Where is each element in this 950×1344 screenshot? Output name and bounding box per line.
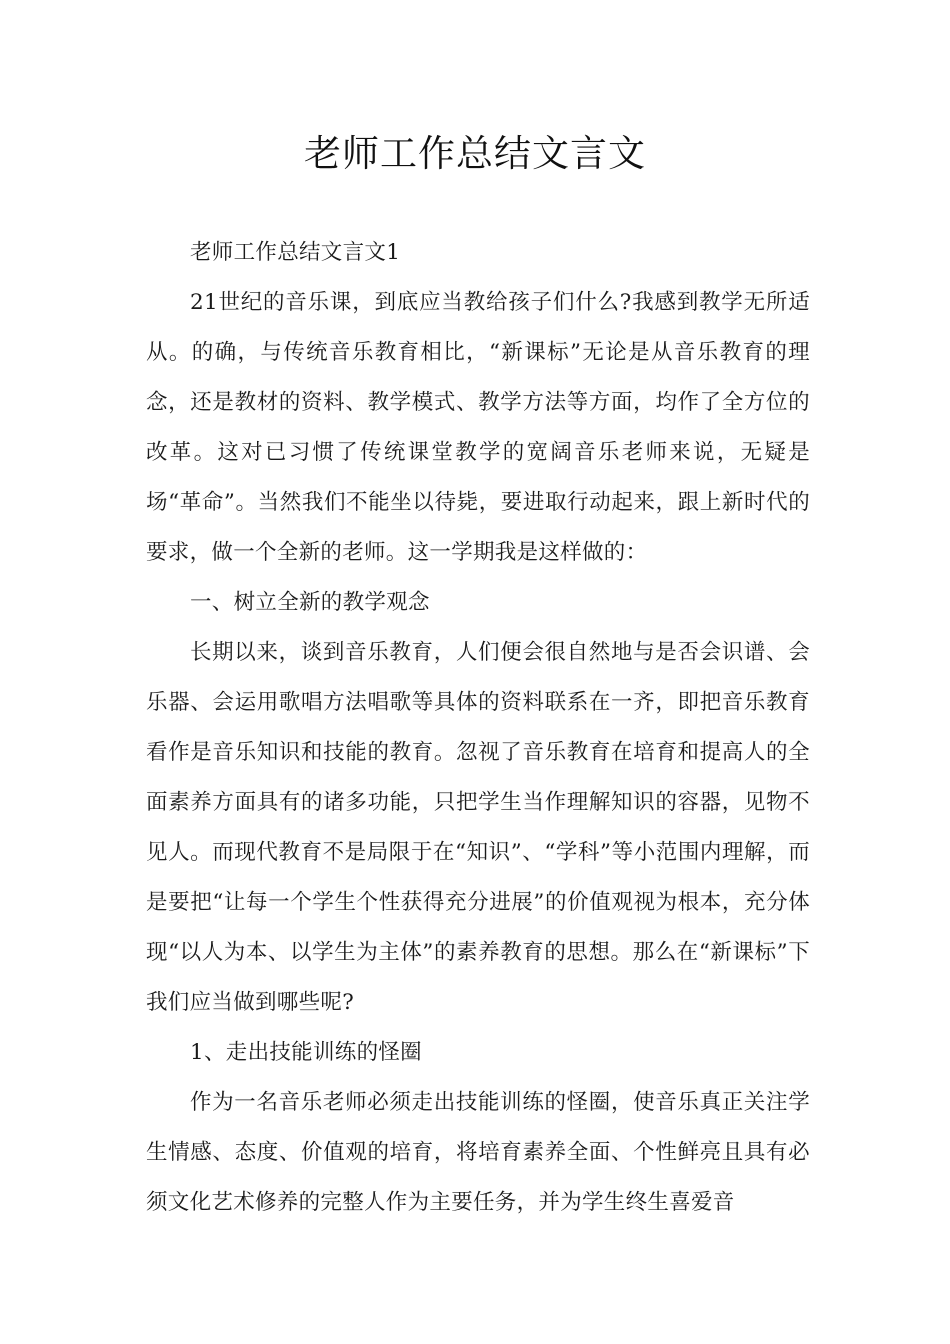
document-body [146,228,810,1228]
subsection-heading: 1、走出技能训练的怪圈 [190,1040,422,1065]
paragraph: 作为一名音乐老师必须走出技能训练的怪圈，使音乐真正关注学生情感、态度、价值观的培育，将培育素养全面、个性鲜亮且具有必须文化艺术修养的完整人作为主要任务，并为学生终生喜爱音 [146,1090,810,1215]
section-heading: 老师工作总结文言文1 [190,240,401,265]
document-title: 老师工作总结文言文 [304,132,646,175]
section-heading: 一、树立全新的教学观念 [190,590,430,615]
paragraph: 21世纪的音乐课，到底应当教给孩子们什么?我感到教学无所适从。的确，与传统音乐教育相比，“新课标”无论是从音乐教育的理念，还是教材的资料、教学模式、教学方法等方面，均作了全方位的改革。这对已习惯了传统课堂教学的宽阔音乐老师来说，无疑是场“革命”。当然我们不能坐以待毙，要进取行动起来，跟上新时代的要求，做一个全新的老师。这一学期我是这样做的： [146,290,810,565]
paragraph: 长期以来，谈到音乐教育，人们便会很自然地与是否会识谱、会乐器、会运用歌唱方法唱歌等具体的资料联系在一齐，即把音乐教育看作是音乐知识和技能的教育。忽视了音乐教育在培育和提高人的全面素养方面具有的诸多功能，只把学生当作理解知识的容器，见物不见人。而现代教育不是局限于在“知识”、“学科”等小范围内理解，而是要把“让每一个学生个性获得充分进展”的价值观视为根本，充分体现“以人为本、以学生为主体”的素养教育的思想。那么在“新课标”下我们应当做到哪些呢? [146,640,810,1015]
